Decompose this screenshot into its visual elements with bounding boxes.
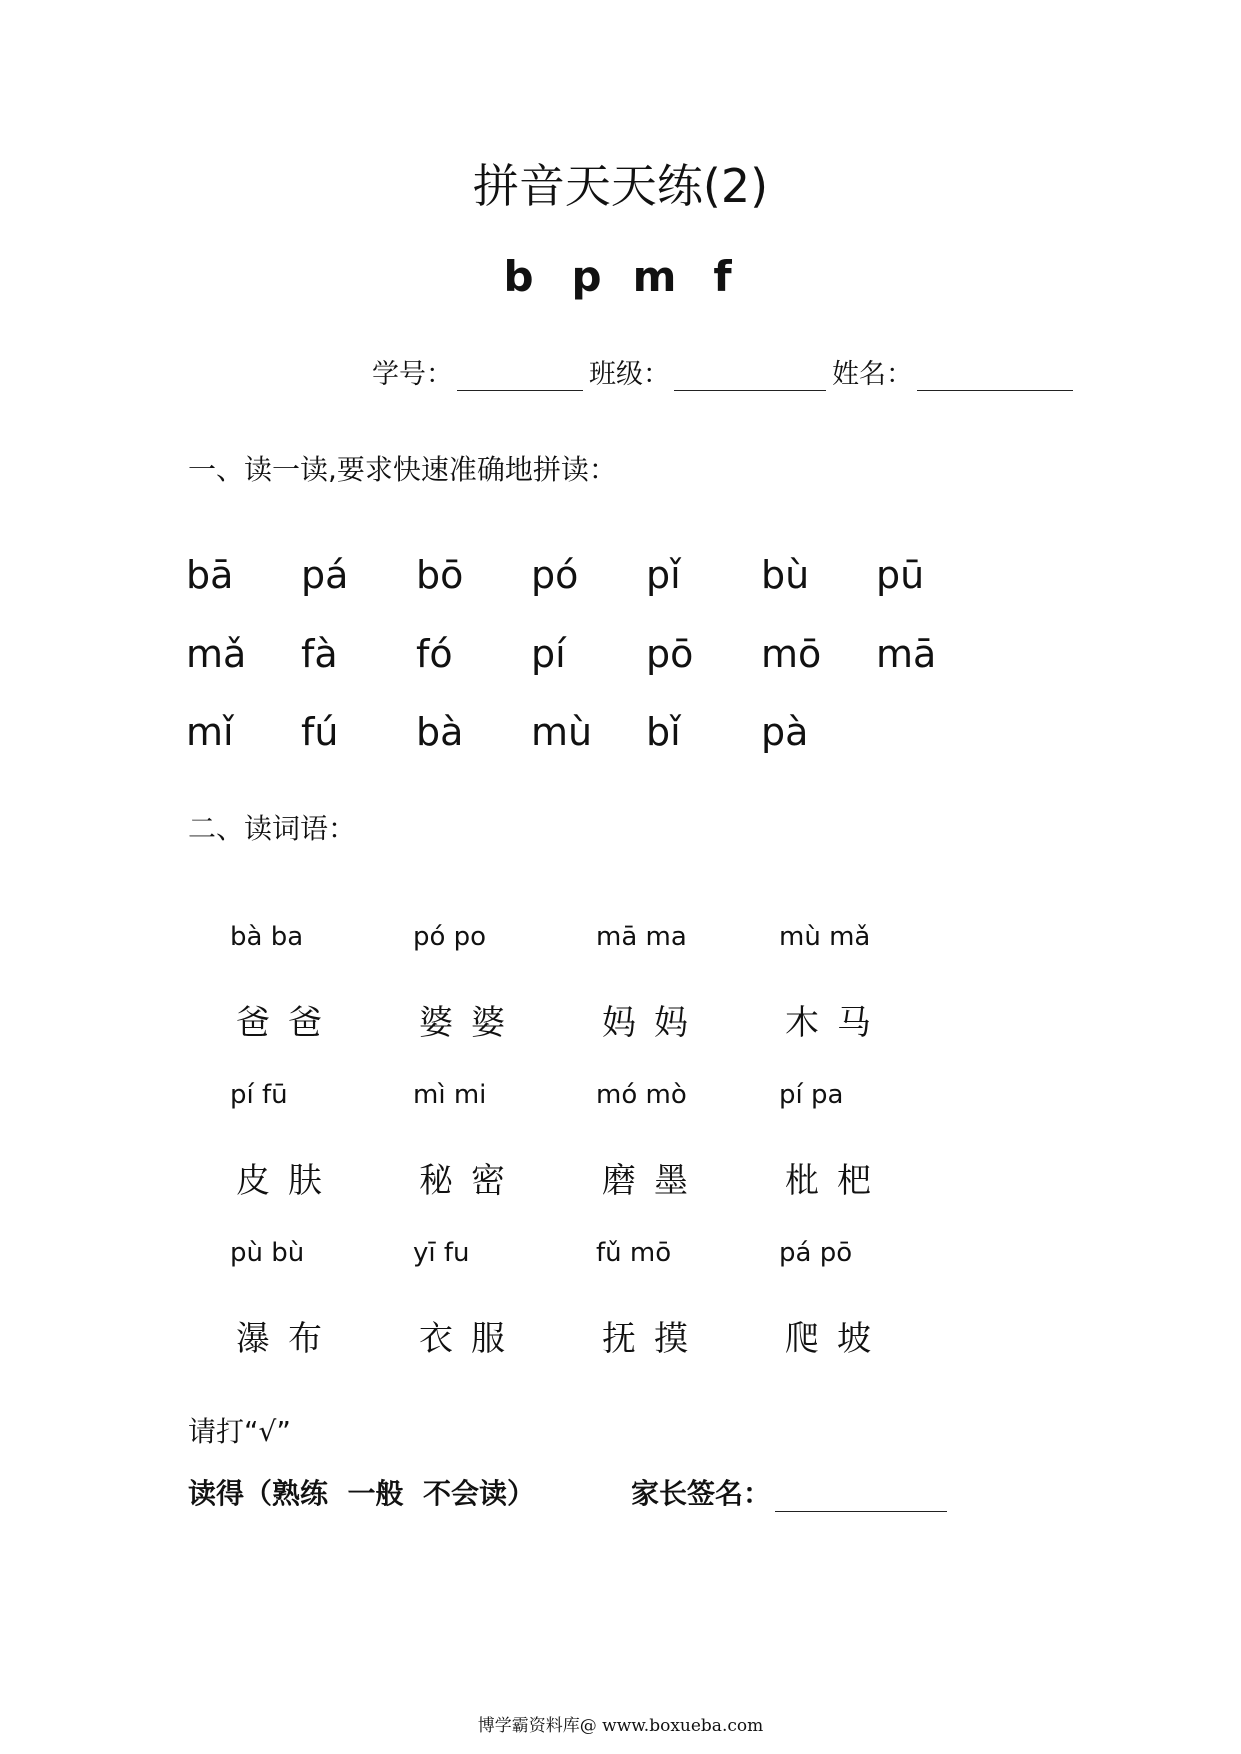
word-pinyin: pí pa: [779, 1080, 844, 1110]
syllable: mā: [876, 632, 937, 676]
syllable: pǐ: [646, 553, 681, 597]
initial-letter: m: [632, 252, 677, 301]
word-characters: 爬坡: [785, 1319, 889, 1359]
word-row-2: [236, 1153, 968, 1202]
syllable: pá: [301, 553, 349, 597]
section2-heading: 二、读词语：: [188, 812, 357, 845]
word-characters: 衣服: [419, 1319, 523, 1359]
word-pinyin: pó po: [413, 922, 487, 952]
word-characters: 瀑布: [236, 1319, 340, 1359]
syllable: mù: [531, 710, 593, 754]
syllable: bō: [416, 553, 464, 597]
syllable-row-1: [186, 553, 991, 597]
class-blank[interactable]: [674, 360, 826, 391]
pinyin-row-2: [230, 1080, 962, 1110]
word-characters: 木马: [785, 1003, 889, 1043]
word-pinyin: mā ma: [596, 922, 687, 952]
syllable: pí: [531, 632, 566, 676]
name-blank[interactable]: [917, 360, 1073, 391]
word-pinyin: bà ba: [230, 922, 304, 952]
word-pinyin: mó mò: [596, 1080, 687, 1110]
word-characters: 抚摸: [602, 1319, 706, 1359]
pinyin-row-1: [230, 922, 962, 952]
word-pinyin: mù mǎ: [779, 922, 871, 952]
initial-letter: b: [503, 252, 534, 301]
reading-level-options[interactable]: 读得（熟练 一般 不会读）: [188, 1477, 535, 1510]
word-row-1: [236, 995, 968, 1044]
class-label: 班级：: [589, 359, 670, 390]
syllable: bà: [416, 710, 464, 754]
word-characters: 婆婆: [419, 1003, 523, 1043]
word-pinyin: pí fū: [230, 1080, 288, 1110]
word-characters: 妈妈: [602, 1003, 706, 1043]
word-pinyin: pù bù: [230, 1238, 305, 1268]
syllable: pū: [876, 553, 925, 597]
student-no-label: 学号：: [372, 359, 453, 390]
syllable: pō: [646, 632, 694, 676]
syllable-row-2: [186, 632, 991, 676]
word-characters: 皮肤: [236, 1161, 340, 1201]
syllable: bā: [186, 553, 234, 597]
self-assessment-row: [188, 1472, 953, 1512]
syllable: mǐ: [186, 710, 234, 754]
syllable: mǎ: [186, 632, 247, 676]
section1-heading: 一、读一读,要求快速准确地拼读：: [188, 453, 617, 486]
word-characters: 磨墨: [602, 1161, 706, 1201]
word-pinyin: fǔ mō: [596, 1238, 672, 1268]
page-title: 拼音天天练(2): [472, 159, 769, 213]
syllable: bǐ: [646, 710, 681, 754]
word-pinyin: pá pō: [779, 1238, 853, 1268]
syllable: fà: [301, 632, 338, 676]
student-info-fields: [372, 352, 1079, 391]
syllable: pó: [531, 553, 579, 597]
name-label: 姓名：: [832, 359, 913, 390]
parent-signature-label: 家长签名：: [631, 1477, 772, 1510]
syllable-row-3: [186, 710, 876, 754]
student-no-blank[interactable]: [457, 360, 583, 391]
word-characters: 秘密: [419, 1161, 523, 1201]
word-row-3: [236, 1311, 968, 1360]
check-prompt: 请打“√”: [188, 1415, 291, 1448]
parent-signature-blank[interactable]: [775, 1481, 947, 1512]
syllable: fú: [301, 710, 339, 754]
word-characters: 爸爸: [236, 1003, 340, 1043]
syllable: pà: [761, 710, 809, 754]
word-characters: 枇杷: [785, 1161, 889, 1201]
footer-watermark: 博学霸资料库@ www.boxueba.com: [477, 1716, 764, 1736]
word-pinyin: mì mi: [413, 1080, 487, 1110]
initials-row: [0, 252, 1241, 301]
word-pinyin: yī fu: [413, 1238, 470, 1268]
syllable: bù: [761, 553, 810, 597]
initial-letter: f: [713, 252, 732, 301]
initial-letter: p: [571, 252, 602, 301]
syllable: fó: [416, 632, 453, 676]
pinyin-row-3: [230, 1238, 962, 1268]
syllable: mō: [761, 632, 822, 676]
